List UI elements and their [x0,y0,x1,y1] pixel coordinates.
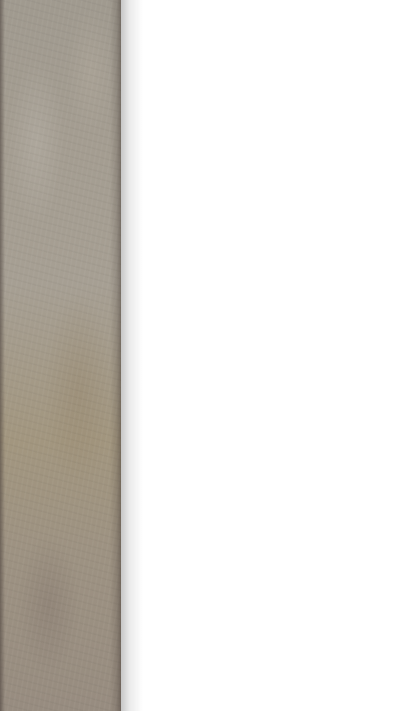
sidebar-left-edge [0,0,5,711]
sidebar-right-bevel [110,0,121,711]
sidebar-panel [0,0,121,711]
main-content-area [121,0,400,711]
sidebar-shadow [121,0,143,711]
